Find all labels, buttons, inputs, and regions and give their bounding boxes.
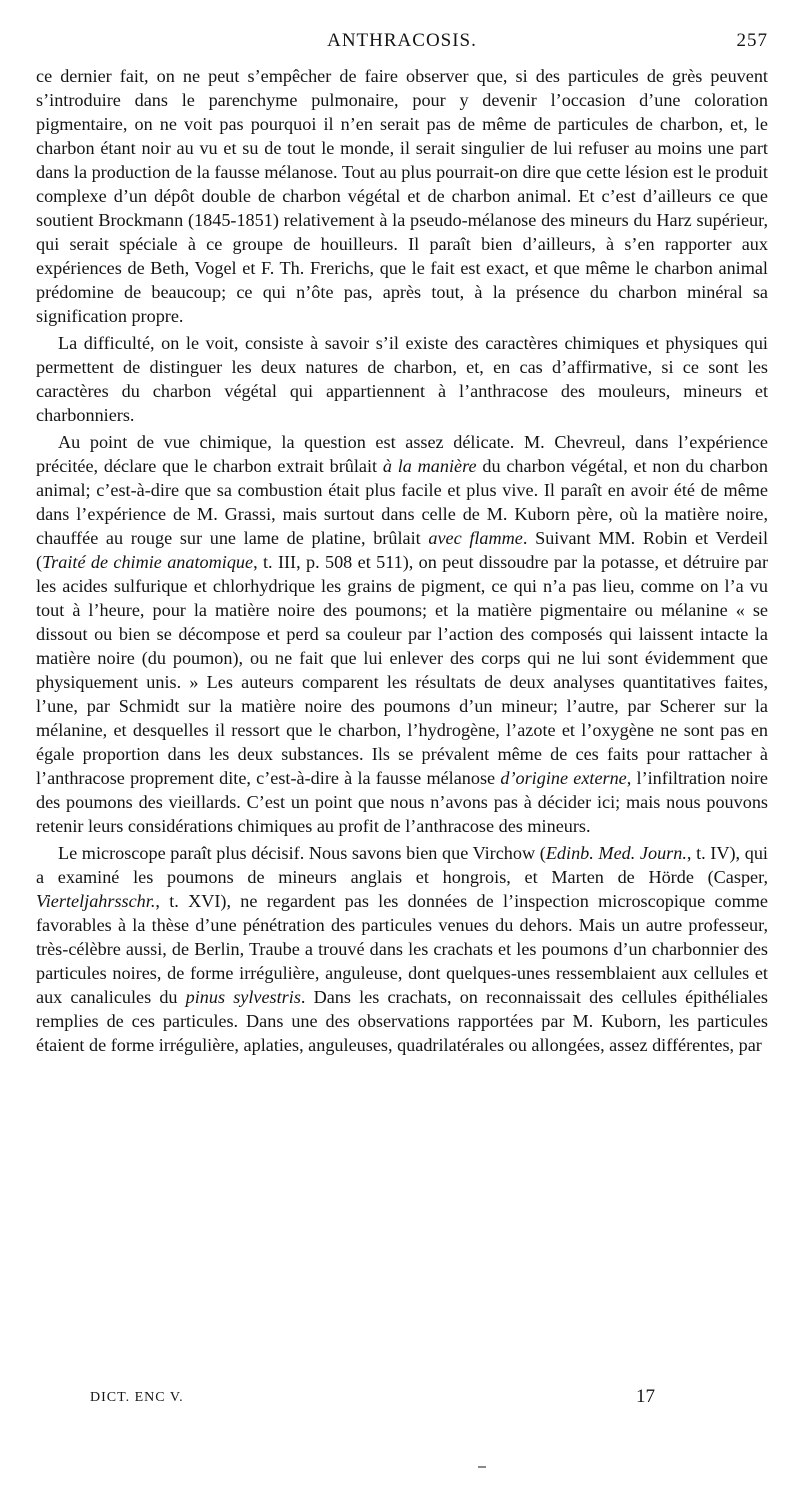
italic-text: Traité de chimie anatomique [42,552,254,572]
folio-number: 17 [636,1386,655,1407]
page-footer [90,1386,690,1410]
text-run: Au point de vue chimique, la question est assez délicate. M. Chevreul, dans l’expérience précitée, déclare que le charbon extrait brûlait [36,432,768,476]
text-run: , t. IV), qui a examiné les poumons de mineurs anglais et hongrois, et Marten de Hörde (Casper, [36,843,768,887]
text-run: . Suivant MM. Robin et Verdeil ( [36,528,768,572]
text-run: Le microscope paraît plus décisif. Nous savons bien que Virchow ( [58,843,546,863]
text-run: du charbon végétal, et non du charbon animal; c’est-à-dire que sa combustion était plus facile et plus vive. Il paraît en avoir été de même dans l’expérience de M. Grassi, mais surtout dans celle de M. Kuborn père, où la matière noire, chauffée au rouge sur une lame de platine, brûlait [36,456,769,548]
text-run: ce dernier fait, on ne peut s’empêcher de faire observer que, si des particules de grès peuvent s’introduire dans le parenchyme pulmonaire, pour y devenir l’occasion d’une coloration pigmentaire, on ne voit pas pourquoi il n’en serait pas de même de particules de charbon, et, le charbon étant noir au vu et su de tout le monde, il serait singulier de lui refuser au moins une part dans la production de la fausse mélanose. Tout au plus pourrait-on dire que cette lésion est le produit complexe d’un dépôt double de charbon végétal et de charbon animal. Et c’est d’ailleurs ce que soutient Brockmann (1845-1851) relativement à la pseudo-mélanose des mineurs du Harz supérieur, qui serait spéciale à ce groupe de houilleurs. Il paraît bien d’ailleurs, à s’en rapporter aux expériences de Beth, Vogel et F. Th. Frerichs, que le fait est exact, et que même le charbon animal prédomine de beaucoup; ce qui n’ôte pas, après tout, à la présence du charbon minéral sa signification propre. [36,66,768,326]
paragraph [36,331,768,427]
italic-text: Vierteljahrsschr. [36,891,156,911]
paragraph [36,841,768,1057]
italic-text: d’origine externe [500,768,627,788]
italic-text: avec flamme [428,528,523,548]
italic-text: pinus sylvestris [185,987,301,1007]
body-text [36,64,768,1057]
page-number: 257 [736,30,768,51]
paragraph [36,64,768,328]
running-title: ANTHRACOSIS. [327,30,477,51]
italic-text: Edinb. Med. Journ. [545,843,687,863]
text-run: , t. III, p. 508 et 511), on peut dissoudre par la potasse, et détruire par les acides sulfurique et chlorhydrique les grains de pigment, ce qui n’a pas lieu, comme on l’a vu tout à l’heure, pour la matière noire des poumons; et la matière pigmentaire ou mélanine « se dissout ou bien se décompose et perd sa couleur par l’action des composés qui laissent intacte la matière noire (du poumon), ou ne fait que lui enlever des corps qui ne lui sont évidemment que physiquement unis. » Les auteurs comparent les résultats de deux analyses quantitatives faites, l’une, par Schmidt sur la matière noire des poumons d’un mineur; l’autre, par Scherer sur la mélanine, et desquelles il ressort que le charbon, l’hydrogène, l’azote et l’oxygène ne sont pas en égale proportion dans les deux substances. Ils se prévalent même de ces faits pour rattacher à l’anthracose proprement dite, c’est-à-dire à la fausse mélanose [36,552,768,788]
italic-text: à la manière [382,456,477,476]
text-run: , l’infiltration noire des poumons des vieillards. C’est un point que nous n’avons pas à décider ici; mais nous pouvons retenir leurs considérations chimiques au profit de l’anthracose des mineurs. [36,768,769,836]
paragraph [36,430,768,838]
text-run: La difficulté, on le voit, consiste à savoir s’il existe des caractères chimiques et physiques qui permettent de distinguer les deux natures de charbon, et, en cas d’affirmative, si ce sont les caractères du charbon végétal qui appartiennent à l’anthracose des mouleurs, mineurs et charbonniers. [36,333,768,425]
signature-mark: DICT. ENC V. [90,1390,184,1405]
scan-speck [478,1466,486,1468]
text-run: , t. XVI), ne regardent pas les données de l’inspection microscopique comme favorables à la thèse d’une pénétration des particules venues du dehors. Mais un autre professeur, très-célèbre aussi, de Berlin, Traube a trouvé dans les crachats et les poumons d’un charbonnier des particules noires, de forme irrégulière, anguleuse, dont quelques-unes ressemblaient aux cellules et aux canalicules du [36,891,768,1007]
running-head [36,30,768,54]
text-run: . Dans les crachats, on reconnaissait des cellules épithéliales remplies de ces particules. Dans une des observations rapportées par M. Kuborn, les particules étaient de forme irrégulière, aplaties, anguleuses, quadrilatérales ou allongées, assez différentes, par [36,987,768,1055]
page [36,30,768,1057]
